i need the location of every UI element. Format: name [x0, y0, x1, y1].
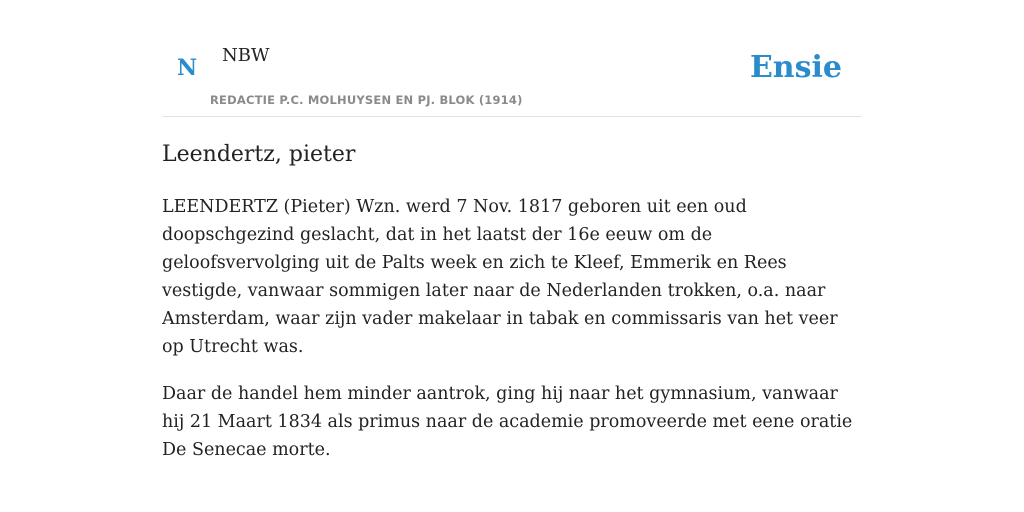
brand-logo[interactable]: Ensie [749, 50, 842, 85]
header [162, 0, 862, 117]
article-title: Leendertz, pieter [162, 142, 356, 167]
article-paragraph: Daar de handel hem minder aantrok, ging hij naar het gymnasium, vanwaar hij 21 Maart 1834 als primus naar de academie promoveerde met eene oratie De Senecae morte. [162, 384, 853, 460]
source-title[interactable]: NBW [222, 45, 270, 66]
source-logo[interactable]: N [177, 55, 198, 81]
article [162, 140, 862, 464]
article-body [162, 193, 862, 464]
source-subtitle: REDACTIE P.C. MOLHUYSEN EN PJ. BLOK (1914) [210, 93, 523, 107]
article-paragraph: LEENDERTZ (Pieter) Wzn. werd 7 Nov. 1817 geboren uit een oud doopschgezind geslacht, dat in het laatst der 16e eeuw om de geloofsvervolging uit de Palts week en zich te Kleef, Emmerik en Rees vestigde, vanwaar sommigen later naar de Nederlanden trokken, o.a. naar Amsterdam, waar zijn vader makelaar in tabak en commissaris van het veer op Utrecht was. [162, 197, 838, 357]
